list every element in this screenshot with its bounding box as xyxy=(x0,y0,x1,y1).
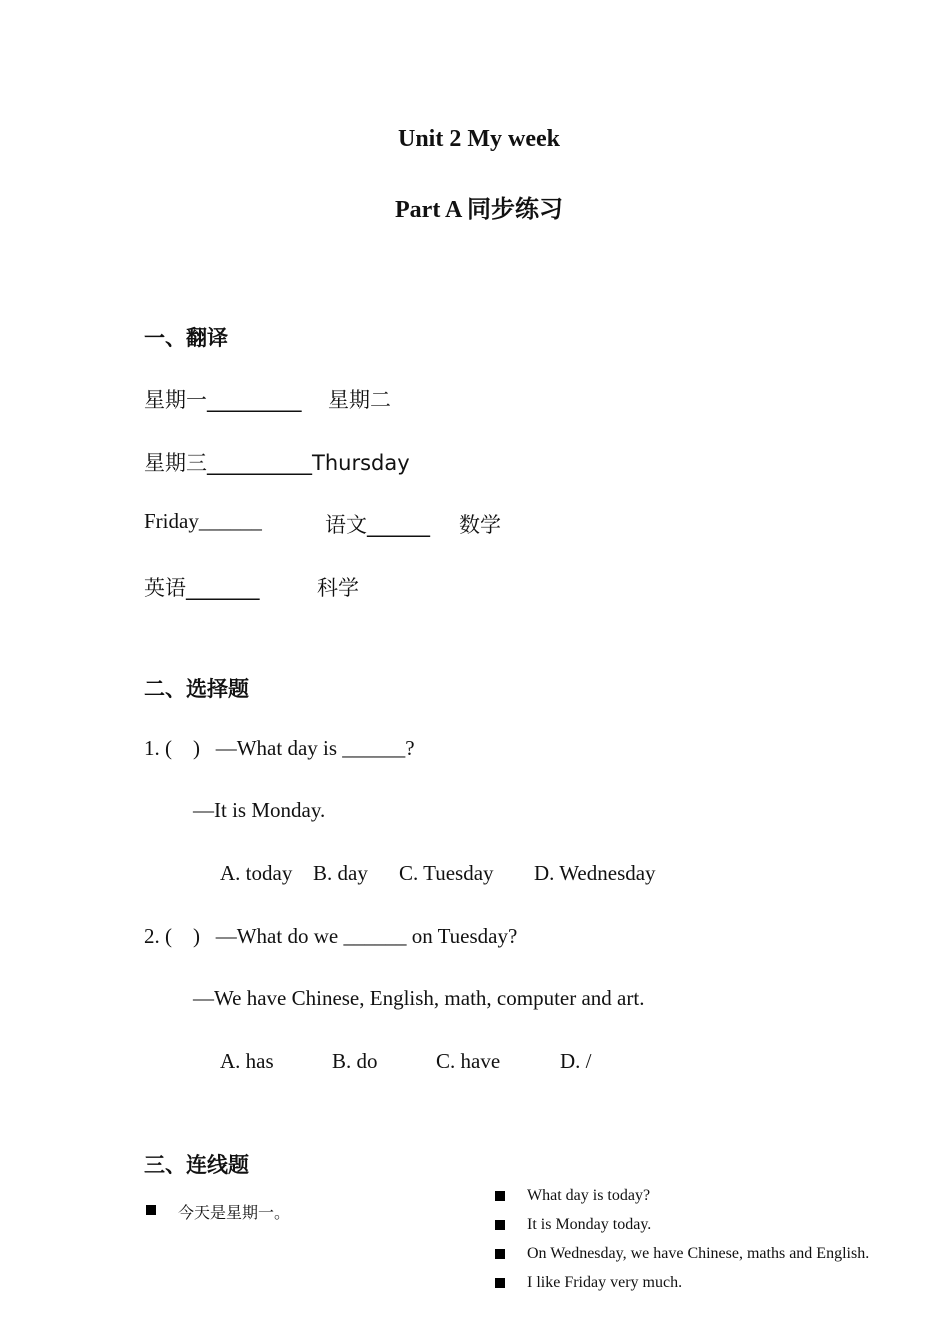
question-1-answer: —It is Monday. xyxy=(193,798,326,822)
translation-item: 星期二 xyxy=(328,388,391,412)
page-title: Unit 2 My week xyxy=(398,126,560,152)
match-left-item: 今天是星期一。 xyxy=(178,1203,291,1222)
bullet-icon xyxy=(495,1191,505,1201)
bullet-icon xyxy=(495,1249,505,1259)
translation-item: 英语_______ xyxy=(144,576,260,600)
translation-item: 科学 xyxy=(317,576,359,600)
match-right-item: I like Friday very much. xyxy=(527,1274,683,1291)
translation-row-2 xyxy=(144,447,410,477)
section-heading-choice: 二、选择题 xyxy=(144,677,249,701)
question-1-option: B. day xyxy=(313,861,368,885)
question-2-option: C. have xyxy=(436,1049,501,1073)
question-1-option: C. Tuesday xyxy=(399,861,494,885)
bullet-icon xyxy=(495,1278,505,1288)
question-1-option: A. today xyxy=(220,861,293,885)
translation-item: 星期一_________ xyxy=(144,388,302,412)
question-1-option: D. Wednesday xyxy=(534,861,656,885)
translation-item: 星期三__________Thursday xyxy=(144,451,410,475)
question-2-option: B. do xyxy=(332,1049,378,1073)
question-2-option: D. / xyxy=(560,1049,592,1073)
match-right-item: What day is today? xyxy=(527,1187,651,1204)
section-heading-translation: 一、翻译 xyxy=(144,326,228,350)
translation-row-1 xyxy=(144,384,302,414)
question-2-stem: 2. ( ) —What do we ______ on Tuesday? xyxy=(144,924,518,948)
match-right-item: On Wednesday, we have Chinese, maths and English. xyxy=(527,1245,870,1262)
page-subtitle: Part A 同步练习 xyxy=(395,197,563,223)
match-right-item: It is Monday today. xyxy=(527,1216,652,1233)
question-1-stem: 1. ( ) —What day is ______? xyxy=(144,736,415,760)
bullet-icon xyxy=(146,1205,156,1215)
section-heading-matching: 三、连线题 xyxy=(144,1153,249,1177)
translation-item: 语文______ xyxy=(325,513,430,537)
question-2-answer: —We have Chinese, English, math, computer and art. xyxy=(193,986,645,1010)
translation-item: Friday______ xyxy=(144,509,262,533)
translation-item: 数学 xyxy=(459,513,501,537)
bullet-icon xyxy=(495,1220,505,1230)
question-2-option: A. has xyxy=(220,1049,274,1073)
